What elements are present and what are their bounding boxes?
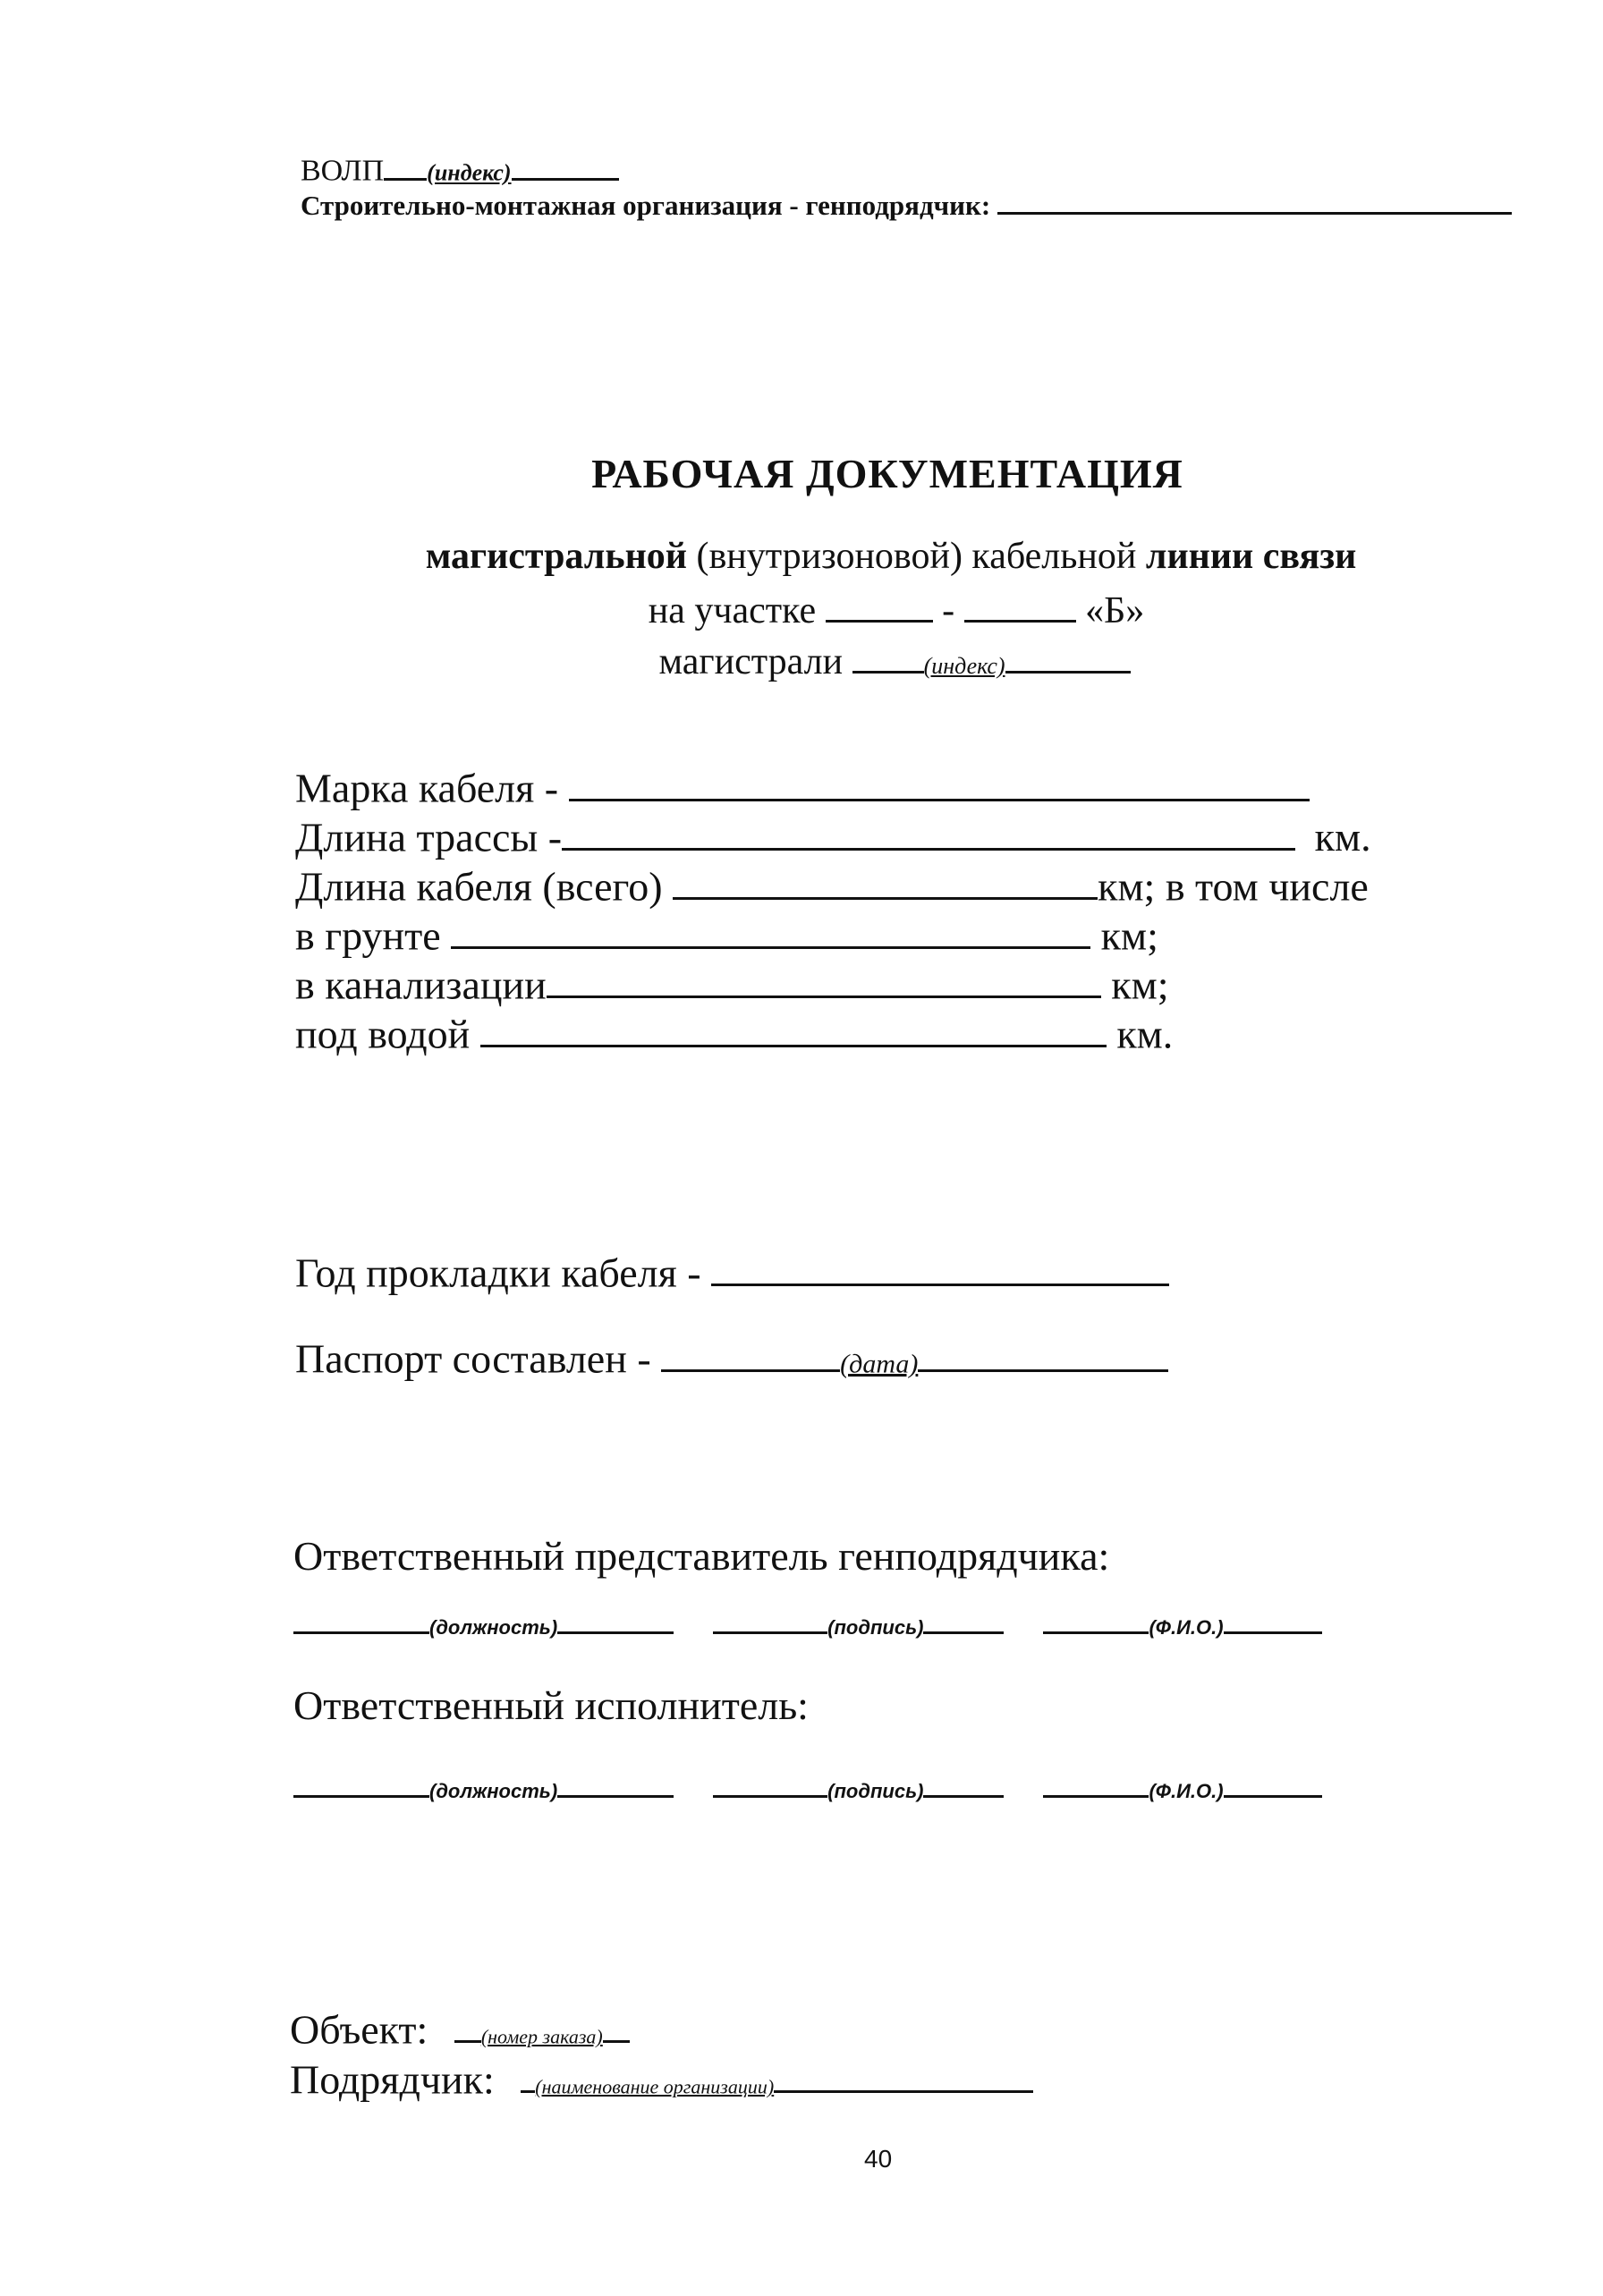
- rep-signature-hint: (подпись): [827, 1616, 924, 1639]
- in-sewer-blank: [547, 959, 1101, 998]
- cable-brand-blank: [569, 762, 1310, 801]
- field-route-length: [295, 811, 1371, 860]
- under-water-blank: [480, 1008, 1107, 1047]
- subtitle-part2: (внутризоновой) кабельной: [686, 536, 1146, 577]
- section-blank-from: [826, 586, 933, 623]
- object-blank-right: [603, 2004, 630, 2043]
- passport-hint: (дата): [840, 1349, 919, 1379]
- object-hint: (номер заказа): [480, 2025, 603, 2048]
- object-label: Объект:: [290, 2006, 428, 2053]
- contractor-blank-left: [521, 2054, 535, 2093]
- rep-name-blank-right: [1224, 1619, 1322, 1634]
- in-sewer-label: в канализации: [295, 962, 547, 1008]
- in-ground-label: в грунте: [295, 912, 441, 959]
- field-cable-brand: [295, 762, 1310, 811]
- field-year: [295, 1247, 1169, 1296]
- main-blank-right: [1005, 637, 1131, 674]
- rep-position-hint: (должность): [429, 1616, 558, 1639]
- line-code-blank-left: [384, 150, 427, 181]
- line-code-label: ВОЛП: [301, 154, 385, 188]
- field-object: [290, 2004, 630, 2053]
- field-in-sewer: [295, 959, 1169, 1008]
- section-prefix: на участке: [648, 589, 817, 631]
- year-label: Год прокладки кабеля -: [295, 1250, 701, 1296]
- main-prefix: магистрали: [658, 640, 844, 682]
- rep-signature-blank-right: [923, 1619, 1004, 1634]
- year-blank: [711, 1247, 1169, 1286]
- exec-signature-blank-right: [923, 1783, 1004, 1798]
- section-blank-to: [964, 586, 1076, 623]
- field-passport: [295, 1333, 1168, 1382]
- field-cable-length: [295, 860, 1369, 910]
- subtitle-line-2: [95, 586, 1603, 632]
- route-length-blank: [562, 811, 1295, 851]
- rep-name-hint: (Ф.И.О.): [1149, 1616, 1224, 1639]
- cable-length-unit: км; в том числе: [1098, 863, 1369, 910]
- in-ground-blank: [451, 910, 1090, 949]
- passport-label: Паспорт составлен -: [295, 1335, 651, 1382]
- exec-position-hint: (должность): [429, 1780, 558, 1802]
- contractor-blank-right: [774, 2054, 1033, 2093]
- rep-label: Ответственный представитель генподрядчика:: [293, 1533, 1110, 1579]
- route-length-unit: км.: [1314, 814, 1371, 860]
- main-hint: (индекс): [923, 652, 1005, 679]
- rep-name-blank-left: [1043, 1619, 1149, 1634]
- exec-position-blank-right: [557, 1783, 674, 1798]
- passport-blank-right: [918, 1333, 1168, 1372]
- in-sewer-unit: км;: [1111, 962, 1169, 1008]
- main-blank-left: [852, 637, 924, 674]
- field-contractor: [290, 2054, 1033, 2103]
- contractor-label: Подрядчик:: [290, 2056, 495, 2103]
- exec-signature-hint: (подпись): [827, 1780, 924, 1802]
- exec-name-hint: (Ф.И.О.): [1149, 1780, 1224, 1802]
- subtitle-part3: линии связи: [1145, 536, 1357, 577]
- page-title: РАБОЧАЯ ДОКУМЕНТАЦИЯ: [591, 451, 1183, 496]
- cable-length-label: Длина кабеля (всего): [295, 863, 663, 910]
- under-water-unit: км.: [1116, 1011, 1174, 1057]
- executor-signature-row: [293, 1780, 1322, 1803]
- organization-label: Строительно-монтажная организация - генподрядчик:: [301, 190, 991, 221]
- subtitle-line-1: [89, 535, 1603, 578]
- subtitle-line-3: [93, 637, 1603, 683]
- exec-name-blank-left: [1043, 1783, 1149, 1798]
- in-ground-unit: км;: [1100, 912, 1158, 959]
- field-in-ground: [295, 910, 1158, 959]
- cable-length-blank: [673, 860, 1098, 900]
- rep-position-blank-right: [557, 1619, 674, 1634]
- cable-brand-label: Марка кабеля -: [295, 765, 559, 811]
- rep-signature-blank-left: [713, 1619, 827, 1634]
- rep-position-blank-left: [293, 1619, 429, 1634]
- subtitle-part1: магистральной: [425, 536, 687, 577]
- passport-blank-left: [661, 1333, 840, 1372]
- section-dash: -: [942, 589, 955, 631]
- executor-label: Ответственный исполнитель:: [293, 1682, 809, 1728]
- organization-blank: [997, 190, 1512, 215]
- header-line-code: [301, 150, 619, 189]
- field-under-water: [295, 1008, 1173, 1057]
- exec-position-blank-left: [293, 1783, 429, 1798]
- exec-name-blank-right: [1224, 1783, 1322, 1798]
- page-number: 40: [864, 2145, 893, 2173]
- line-code-hint: (индекс): [427, 159, 512, 186]
- object-blank-left: [454, 2004, 481, 2043]
- under-water-label: под водой: [295, 1011, 471, 1057]
- rep-signature-row: [293, 1616, 1322, 1639]
- section-suffix: «Б»: [1085, 589, 1145, 631]
- header-organization: [301, 190, 1512, 222]
- line-code-blank-right: [512, 150, 619, 181]
- exec-signature-blank-left: [713, 1783, 827, 1798]
- contractor-hint: (наименование организации): [535, 2075, 775, 2098]
- route-length-label: Длина трассы -: [295, 814, 563, 860]
